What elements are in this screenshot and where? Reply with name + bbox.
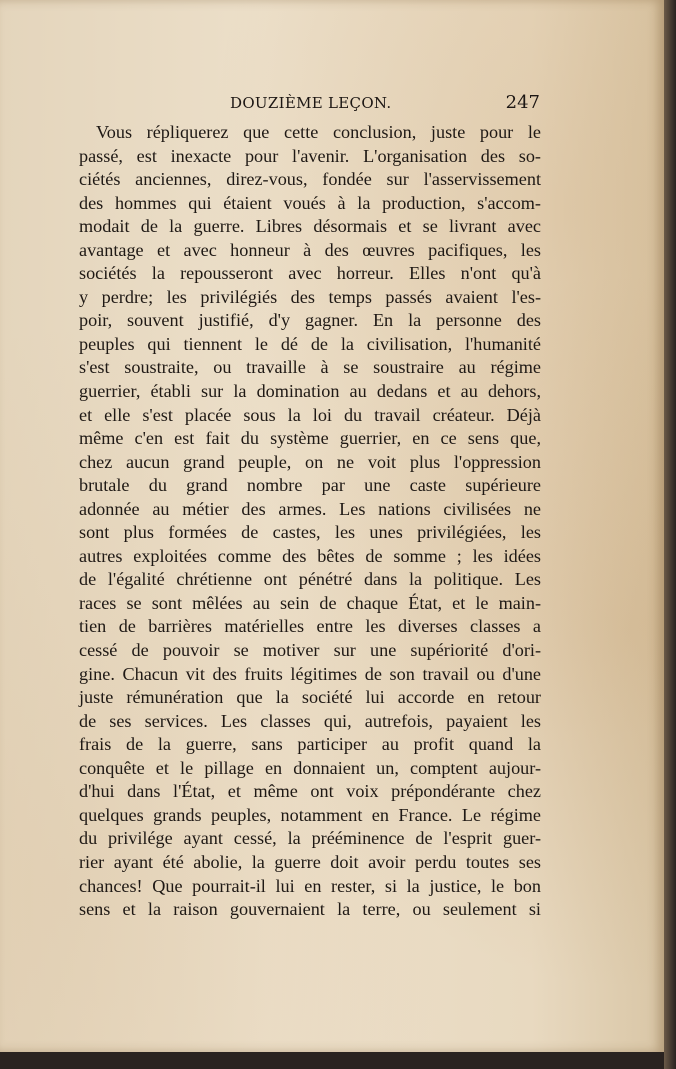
running-head: DOUZIÈME LEÇON. <box>230 94 392 112</box>
text-line: quelques grands peuples, notamment en France. Le régime <box>79 804 541 825</box>
text-line: modait de la guerre. Libres désormais et se livrant avec <box>79 216 541 237</box>
text-line: chances! Que pourrait-il lui en rester, si la justice, le bon <box>79 875 541 896</box>
text-line: chez aucun grand peuple, on ne voit plus l'oppression <box>79 451 541 472</box>
text-line: sont plus formées de castes, les unes privilégiées, les <box>79 522 541 543</box>
text-line: juste rémunération que la société lui accorde en retour <box>79 687 541 708</box>
text-line: sens et la raison gouvernaient la terre, ou seulement si <box>79 899 541 920</box>
text-line: passé, est inexacte pour l'avenir. L'organisation des so- <box>79 145 541 166</box>
text-line: d'hui dans l'État, et même ont voix prépondérante chez <box>79 781 541 802</box>
text-line: tien de barrières matérielles entre les diverses classes a <box>79 616 541 637</box>
text-line: peuples qui tiennent le dé de la civilisation, l'humanité <box>79 333 541 354</box>
text-line: avantage et avec honneur à des œuvres pacifiques, les <box>79 239 541 260</box>
body-text <box>79 121 541 922</box>
text-line: autres exploitées comme des bêtes de somme ; les idées <box>79 545 541 566</box>
text-line: Vous répliquerez que cette conclusion, juste pour le <box>96 122 541 142</box>
text-line: ciétés anciennes, direz-vous, fondée sur l'asservissement <box>79 169 541 190</box>
text-line: du privilége ayant cessé, la prééminence de l'esprit guer- <box>79 828 541 849</box>
text-line: adonnée au métier des armes. Les nations civilisées ne <box>79 498 541 519</box>
text-line: sociétés la repousseront avec horreur. Elles n'ont qu'à <box>79 263 541 284</box>
text-line: poir, souvent justifié, d'y gagner. En la personne des <box>79 310 541 331</box>
text-line: s'est soustraite, ou travaille à se soustraire au régime <box>79 357 541 378</box>
text-line: gine. Chacun vit des fruits légitimes de son travail ou d'une <box>79 663 541 684</box>
text-line: brutale du grand nombre par une caste supérieure <box>79 475 541 496</box>
page-number: 247 <box>505 92 540 113</box>
page-edge <box>664 0 676 1069</box>
text-line: de l'égalité chrétienne ont pénétré dans la politique. Les <box>79 569 541 590</box>
text-line: rier ayant été abolie, la guerre doit avoir perdu toutes ses <box>79 851 541 872</box>
text-line: même c'en est fait du système guerrier, en ce sens que, <box>79 428 541 449</box>
text-line: et elle s'est placée sous la loi du travail créateur. Déjà <box>79 404 541 425</box>
text-line: races se sont mêlées au sein de chaque État, et le main- <box>79 592 541 613</box>
text-line: des hommes qui étaient voués à la production, s'accom- <box>79 192 541 213</box>
text-line: frais de la guerre, sans participer au profit quand la <box>79 734 541 755</box>
text-line: cessé de pouvoir se motiver sur une supériorité d'ori- <box>79 640 541 661</box>
text-line: guerrier, établi sur la domination au dedans et au dehors, <box>79 381 541 402</box>
text-line: de ses services. Les classes qui, autrefois, payaient les <box>79 710 541 731</box>
text-line: conquête et le pillage en donnaient un, comptent aujour- <box>79 757 541 778</box>
text-line: y perdre; les privilégiés des temps passés avaient l'es- <box>79 286 541 307</box>
page-header <box>80 94 542 118</box>
